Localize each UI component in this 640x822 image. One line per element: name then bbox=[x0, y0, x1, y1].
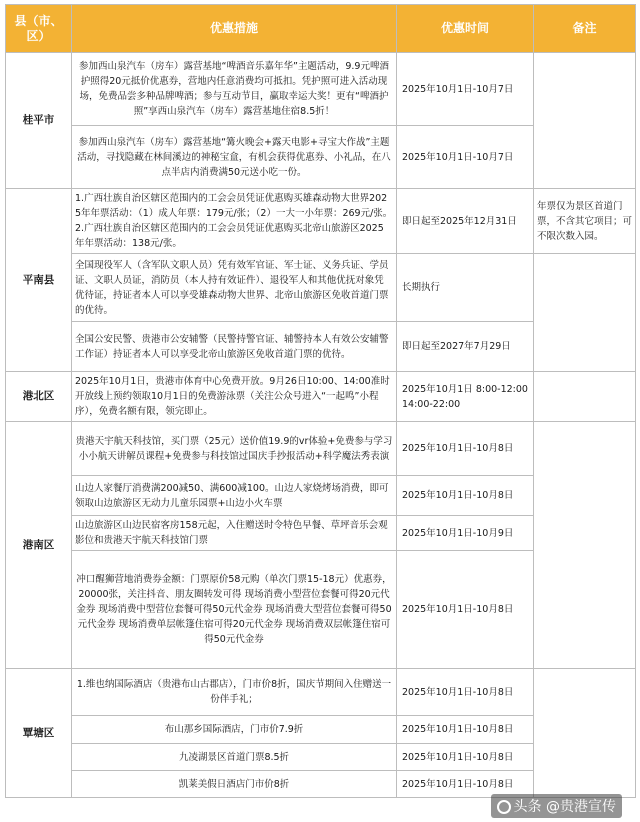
note-cell bbox=[534, 372, 636, 422]
offer-cell: 凯莱美假日酒店门市价8折 bbox=[72, 771, 397, 798]
time-cell: 2025年10月1日-10月8日 bbox=[397, 422, 534, 476]
county-qintang: 覃塘区 bbox=[6, 669, 72, 798]
time-cell: 即日起至2025年12月31日 bbox=[397, 189, 534, 254]
time-cell: 长期执行 bbox=[397, 254, 534, 322]
offer-cell: 山边旅游区山边民宿客房158元起，入住赠送时令特色早餐、草坪音乐会观影位和贵港天宇航天科技馆门票 bbox=[72, 516, 397, 551]
offer-cell: 布山那乡国际酒店，门市价7.9折 bbox=[72, 716, 397, 744]
watermark bbox=[491, 794, 622, 818]
time-cell: 2025年10月1日-10月8日 bbox=[397, 716, 534, 744]
time-cell: 2025年10月1日-10月8日 bbox=[397, 771, 534, 798]
watermark-text: 头条 @贵港宣传 bbox=[513, 799, 616, 815]
header-row bbox=[6, 5, 636, 53]
offer-cell: 2025年10月1日，贵港市体育中心免费开放。9月26日10:00、14:00准时开放线上预约领取10月1日的免费游泳票（关注公众号进入“一起鸣”小程序），免费名额有限，领完即止。 bbox=[72, 372, 397, 422]
header-county: 县（市、区） bbox=[6, 5, 72, 53]
time-cell: 2025年10月1日-10月9日 bbox=[397, 516, 534, 551]
offer-cell: 1.广西壮族自治区辖区范围内的工会会员凭证优惠购买雄森动物大世界2025年年票活动：（1）成人年票：179元/张；（2）一大一小年票：269元/张。2.广西壮族自治区辖区范围内的工会会员凭证优惠购买北帝山旅游区2025年年票活动：138元/张。 bbox=[72, 189, 397, 254]
table-row bbox=[6, 372, 636, 422]
time-cell: 2025年10月1日-10月8日 bbox=[397, 744, 534, 771]
county-gangbei: 港北区 bbox=[6, 372, 72, 422]
table-row bbox=[6, 669, 636, 716]
note-cell bbox=[534, 53, 636, 189]
offers-table bbox=[5, 4, 636, 798]
offer-cell: 九凌湖景区首道门票8.5折 bbox=[72, 744, 397, 771]
table-row bbox=[6, 53, 636, 126]
time-cell: 2025年10月1日-10月8日 bbox=[397, 476, 534, 516]
note-cell bbox=[534, 669, 636, 798]
note-cell bbox=[534, 254, 636, 372]
offer-cell: 参加西山泉汽车（房车）露营基地“啤酒音乐嘉年华”主题活动，9.9元啤酒护照得20元抵价优惠券，营地内任意消费均可抵扣。凭护照可进入活动现场，免费品尝多种品牌啤酒；参与互动节目，赢取幸运大奖！更有“啤酒护照”享西山泉汽车（房车）露营基地住宿8.5折！ bbox=[72, 53, 397, 126]
header-note: 备注 bbox=[534, 5, 636, 53]
header-offer: 优惠措施 bbox=[72, 5, 397, 53]
note-cell: 年票仅为景区首道门票，不含其它项目；可不限次数入园。 bbox=[534, 189, 636, 254]
offer-cell: 参加西山泉汽车（房车）露营基地“篝火晚会+露天电影+寻宝大作战”主题活动，寻找隐藏在林间溪边的神秘宝盒，有机会获得优惠券、小礼品，在八点半店内消费满50元送小吃一份。 bbox=[72, 126, 397, 189]
toutiao-logo-icon bbox=[497, 800, 511, 814]
table-row bbox=[6, 422, 636, 476]
offer-cell: 1.维也纳国际酒店（贵港布山古郡店），门市价8折，国庆节期间入住赠送一份伴手礼； bbox=[72, 669, 397, 716]
note-cell bbox=[534, 422, 636, 669]
offer-cell: 全国现役军人（含军队文职人员）凭有效军官证、军士证、义务兵证、学员证、文职人员证，消防员（本人持有效证件）、退役军人和其他优抚对象凭优待证，持证者本人可以享受雄森动物大世界、北帝山旅游区免收首道门票的优待。 bbox=[72, 254, 397, 322]
offer-cell: 贵港天宇航天科技馆，买门票（25元）送价值19.9的vr体验+免费参与学习小小航天讲解员课程+免费参与科技馆过国庆手抄报活动+科学魔法秀表演 bbox=[72, 422, 397, 476]
time-cell: 2025年10月1日-10月7日 bbox=[397, 53, 534, 126]
county-gangnan: 港南区 bbox=[6, 422, 72, 669]
table-row bbox=[6, 254, 636, 322]
offer-cell: 全国公安民警、贵港市公安辅警（民警持警官证、辅警持本人有效公安辅警工作证）持证者本人可以享受北帝山旅游区免收首道门票的优待。 bbox=[72, 322, 397, 372]
time-cell: 2025年10月1日-10月8日 bbox=[397, 669, 534, 716]
county-pingnan: 平南县 bbox=[6, 189, 72, 372]
header-time: 优惠时间 bbox=[397, 5, 534, 53]
time-cell: 即日起至2027年7月29日 bbox=[397, 322, 534, 372]
offer-cell: 冲口醒狮营地消费券金额：门票原价58元购（单次门票15-18元）优惠券，20000张，关注抖音、朋友圈转发可得 现场消费小型营位套餐可得20元代金券 现场消费中型营位套餐可得50元代金券 现场消费大型营位套餐可得50元代金券 现场消费单层帐篷住宿可得20元代金券 现场消费双层帐篷住宿可得50元代金券 bbox=[72, 551, 397, 669]
table-row bbox=[6, 189, 636, 254]
county-guiping: 桂平市 bbox=[6, 53, 72, 189]
time-cell: 2025年10月1日 8:00-12:00 14:00-22:00 bbox=[397, 372, 534, 422]
time-cell: 2025年10月1日-10月7日 bbox=[397, 126, 534, 189]
offer-cell: 山边人家餐厅消费满200减50、满600减100。山边人家烧烤场消费，即可领取山边旅游区无动力儿童乐园票+山边小火车票 bbox=[72, 476, 397, 516]
time-cell: 2025年10月1日-10月8日 bbox=[397, 551, 534, 669]
